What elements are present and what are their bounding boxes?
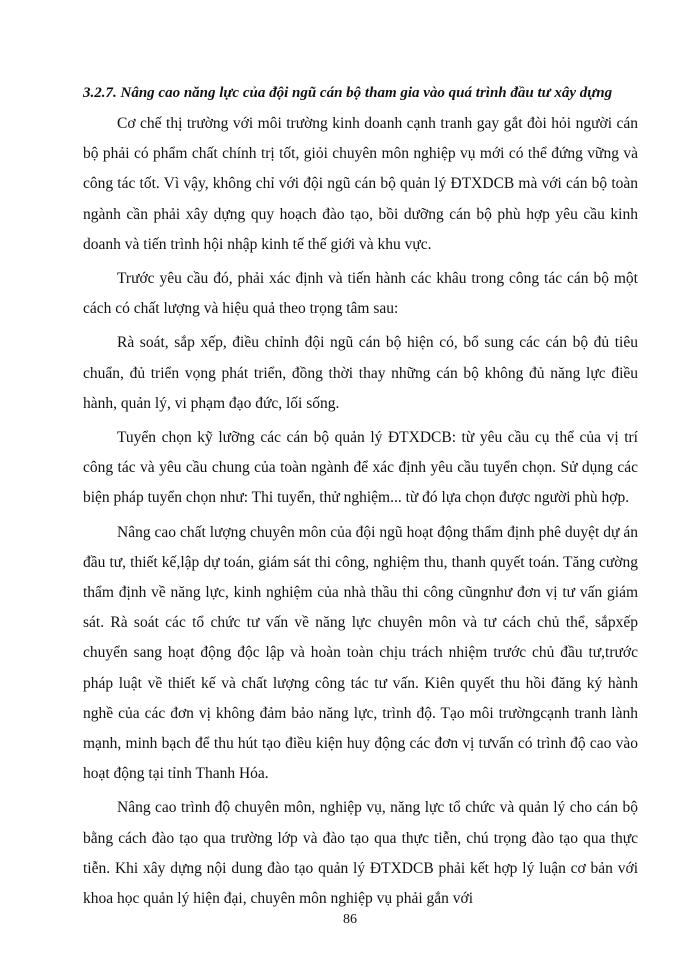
section-heading: 3.2.7. Nâng cao năng lực của đội ngũ cán bộ tham gia vào quá trình đầu tư xây dựng: [83, 85, 613, 101]
document-page: [83, 78, 638, 918]
page-number: 86: [343, 912, 357, 927]
paragraph: Rà soát, sắp xếp, điều chỉnh đội ngũ cán bộ hiện có, bổ sung các cán bộ đủ tiêu chuẩn, đủ triển vọng phát triển, đồng thời thay những cán bộ không đủ năng lực điều hành, quản lý, vi phạm đạo đức, lối sống.: [83, 334, 638, 412]
paragraph: Nâng cao trình độ chuyên môn, nghiệp vụ, năng lực tổ chức và quản lý cho cán bộ bằng cách đào tạo qua trường lớp và đào tạo qua thực tiễn, chú trọng đào tạo qua thực tiễn. Khi xây dựng nội dung đào tạo quản lý ĐTXDCB phải kết hợp lý luận cơ bản với khoa học quản lý hiện đại, chuyên môn nghiệp vụ phải gắn với: [83, 799, 638, 908]
paragraph: Trước yêu cầu đó, phải xác định và tiến hành các khâu trong công tác cán bộ một cách có chất lượng và hiệu quả theo trọng tâm sau:: [83, 270, 638, 318]
paragraph: Tuyển chọn kỹ lưỡng các cán bộ quản lý ĐTXDCB: từ yêu cầu cụ thể của vị trí công tác và yêu cầu chung của toàn ngành để xác định yêu cầu tuyển chọn. Sử dụng các biện pháp tuyển chọn như: Thi tuyển, thử nghiệm... từ đó lựa chọn được người phù hợp.: [83, 429, 638, 507]
paragraph: Nâng cao chất lượng chuyên môn của đội ngũ hoạt động thẩm định phê duyệt dự án đầu tư, thiết kế,lập dự toán, giám sát thi công, nghiệm thu, thanh quyết toán. Tăng cường thẩm định về năng lực, kinh nghiệm của nhà thầu thi công cũngnhư đơn vị tư vấn giám sát. Rà soát các tổ chức tư vấn về năng lực chuyên môn và tư cách chủ thể, sắpxếp chuyển sang hoạt động độc lập và hoàn toàn chịu trách nhiệm trước chủ đầu tư,trước pháp luật về thiết kế và chất lượng công tác tư vấn. Kiên quyết thu hồi đăng ký hành nghề của các đơn vị không đảm bảo năng lực, trình độ. Tạo môi trườngcạnh tranh lành mạnh, minh bạch để thu hút tạo điều kiện huy động các đơn vị tưvấn có trình độ cao vào hoạt động tại tỉnh Thanh Hóa.: [83, 523, 638, 783]
paragraph: Cơ chế thị trường với môi trường kinh doanh cạnh tranh gay gắt đòi hỏi người cán bộ phải có phẩm chất chính trị tốt, giỏi chuyên môn nghiệp vụ mới có thể đứng vững và công tác tốt. Vì vậy, không chỉ với đội ngũ cán bộ quản lý ĐTXDCB mà với cán bộ toàn ngành cần phải xây dựng quy hoạch đào tạo, bồi dưỡng cán bộ phù hợp yêu cầu kinh doanh và tiến trình hội nhập kinh tế thế giới và khu vực.: [83, 115, 638, 253]
